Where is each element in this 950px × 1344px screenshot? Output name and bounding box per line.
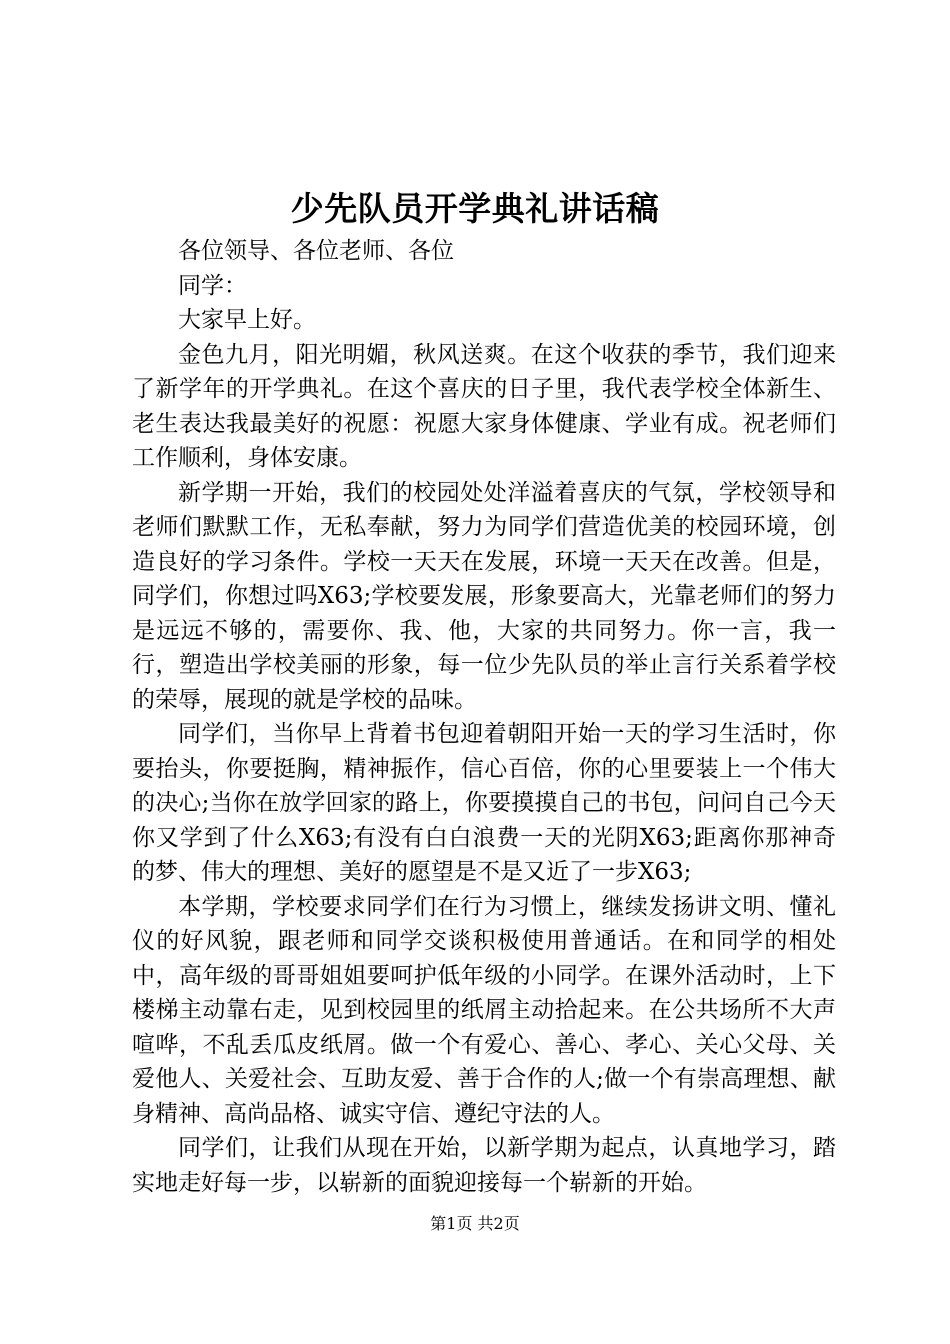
document-title: 少先队员开学典礼讲话稿 [290, 189, 660, 228]
paragraph-body: 金色九月，阳光明媚，秋风送爽。在这个收获的季节，我们迎来了新学年的开学典礼。在这个喜庆的日子里，我代表学校全体新生、老生表达我最美好的祝愿：祝愿大家身体健康、学业有成。祝老师们工作顺利，身体安康。 [132, 341, 836, 471]
paragraph-body: 本学期，学校要求同学们在行为习惯上，继续发扬讲文明、懂礼仪的好风貌，跟老师和同学交谈积极使用普通话。在和同学的相处中，高年级的哥哥姐姐要呵护低年级的小同学。在课外活动时，上下楼梯主动靠右走，见到校园里的纸屑主动拾起来。在公共场所不大声喧哗，不乱丢瓜皮纸屑。做一个有爱心、善心、孝心、关心父母、关爱他人、关爱社会、互助友爱、善于合作的人;做一个有崇高理想、献身精神、高尚品格、诚实守信、遵纪守法的人。 [132, 893, 836, 1127]
document-body [132, 234, 836, 1200]
paragraph-closing: 同学们，让我们从现在开始，以新学期为起点，认真地学习，踏实地走好每一步，以崭新的面貌迎接每一个崭新的开始。 [132, 1135, 836, 1196]
paragraph-good-morning: 大家早上好。 [178, 307, 316, 333]
paragraph-body: 新学期一开始，我们的校园处处洋溢着喜庆的气氛，学校领导和老师们默默工作，无私奉献，努力为同学们营造优美的校园环境，创造良好的学习条件。学校一天天在发展，环境一天天在改善。但是，同学们，你想过吗X63;学校要发展，形象要高大，光靠老师们的努力是远远不够的，需要你、我、他，大家的共同努力。你一言，我一行，塑造出学校美丽的形象，每一位少先队员的举止言行关系着学校的荣辱，展现的就是学校的品味。 [132, 479, 836, 713]
page-number: 第1页 共2页 [430, 1214, 520, 1233]
paragraph-greeting-line-2: 同学： [178, 272, 247, 299]
paragraph-body: 同学们，当你早上背着书包迎着朝阳开始一天的学习生活时，你要抬头，你要挺胸，精神振作，信心百倍，你的心里要装上一个伟大的决心;当你在放学回家的路上，你要摸摸自己的书包，问问自己今天你又学到了什么X63;有没有白白浪费一天的光阴X63;距离你那神奇的梦、伟大的理想、美好的愿望是不是又近了一步X63; [132, 721, 836, 885]
paragraph-greeting-line-1: 各位领导、各位老师、各位 [178, 238, 454, 264]
